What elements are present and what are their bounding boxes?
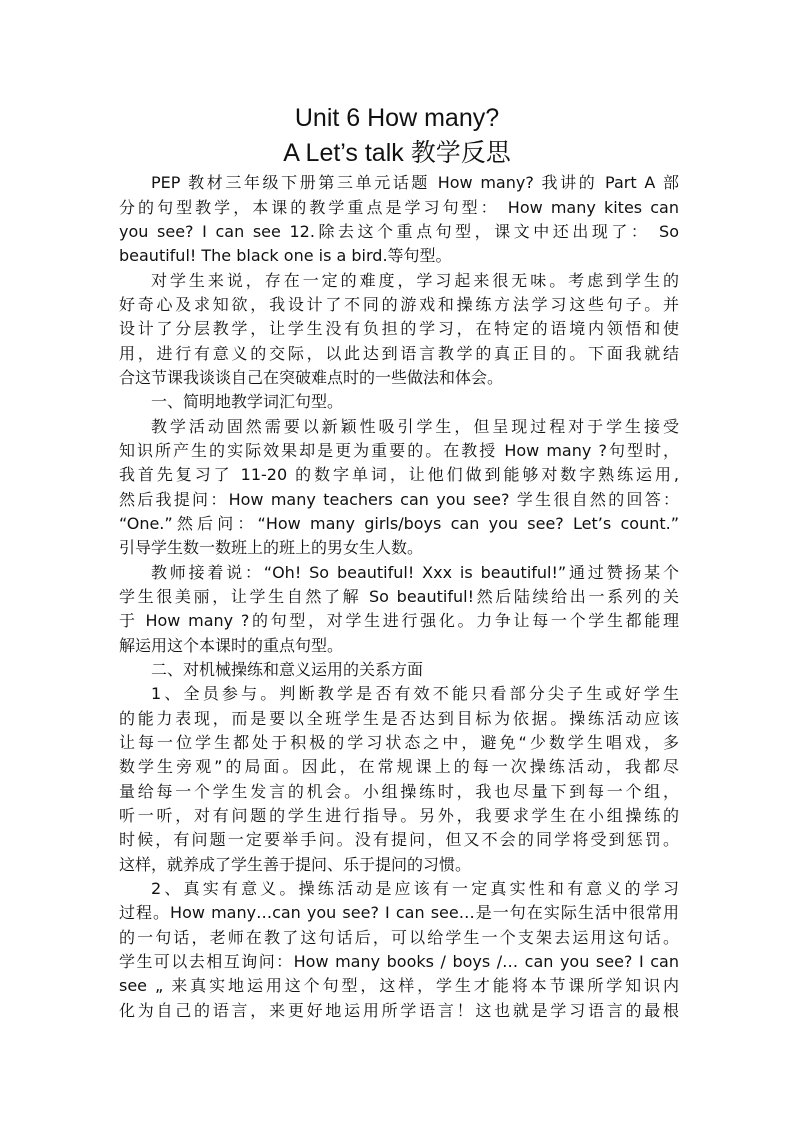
paragraph-line: 这样，就养成了学生善于提问、乐于提问的习惯。: [119, 855, 472, 874]
paragraph-line: “One.”然后问：“How many girls/boys can you see? Let’s count.”: [119, 514, 679, 533]
paragraph-line: 引导学生数一数班上的班上的男女生人数。: [119, 538, 424, 557]
paragraph-line: 知识所产生的实际效果却是更为重要的。在教授 How many ?句型时，: [119, 441, 679, 460]
paragraph-line: 合这节课我谈谈自己在突破难点时的一些做法和体会。: [119, 368, 504, 387]
paragraph-line: 2、真实有意义。操练活动是应该有一定真实性和有意义的学习: [151, 879, 679, 898]
paragraph-line: 我首先复习了 11-20 的数字单词，让他们做到能够对数字熟练运用,: [119, 465, 679, 484]
paragraph-line: 的一句话，老师在教了这句话后，可以给学生一个支架去运用这句话。: [119, 928, 679, 947]
paragraph-line: see „ 来真实地运用这个句型，这样，学生才能将本节课所学知识内: [119, 976, 679, 995]
paragraph-line: PEP 教材三年级下册第三单元话题 How many? 我讲的 Part A 部: [151, 173, 679, 192]
document-subtitle: A Let’s talk 教学反思: [283, 139, 511, 167]
paragraph-line: 分的句型教学，本课的教学重点是学习句型： How many kites can: [119, 198, 679, 217]
paragraph-line: 时候，有问题一定要举手问。没有提问，但又不会的同学将受到惩罚。: [119, 830, 679, 849]
paragraph-line: 教学活动固然需要以新颖性吸引学生，但呈现过程对于学生接受: [151, 417, 679, 436]
paragraph-line: 于 How many ?的句型，对学生进行强化。力争让每一个学生都能理: [119, 611, 679, 630]
paragraph-line: 用，进行有意义的交际，以此达到语言教学的真正目的。下面我就结: [119, 344, 679, 363]
paragraph-line: 让每一位学生都处于积极的学习状态之中，避免“少数学生唱戏，多: [119, 733, 679, 752]
paragraph-line: 设计了分层教学，让学生没有负担的学习，在特定的语境内领悟和使: [119, 319, 679, 338]
paragraph-line: beautiful! The black one is a bird.等句型。: [119, 246, 452, 265]
paragraph-line: 然后我提问：How many teachers can you see? 学生很自然的回答：: [119, 490, 679, 509]
paragraph-line: 解运用这个本课时的重点句型。: [119, 636, 344, 655]
paragraph-line: 化为自己的语言，来更好地运用所学语言！这也就是学习语言的最根: [119, 1001, 679, 1020]
paragraph-line: 量给每一个学生发言的机会。小组操练时，我也尽量下到每一个组，: [119, 782, 679, 801]
paragraph-line: 学生很美丽，让学生自然了解 So beautiful!然后陆续给出一系列的关: [119, 587, 679, 606]
paragraph-line: 对学生来说，存在一定的难度，学习起来很无味。考虑到学生的: [151, 271, 679, 290]
paragraph-line: 听一听，对有问题的学生进行指导。另外，我要求学生在小组操练的: [119, 806, 679, 825]
paragraph-line: 的能力表现，而是要以全班学生是否达到目标为依据。操练活动应该: [119, 709, 679, 728]
document-title: Unit 6 How many?: [294, 104, 500, 132]
section-heading: 一、简明地教学词汇句型。: [151, 392, 344, 411]
paragraph-line: 数学生旁观”的局面。因此，在常规课上的每一次操练活动，我都尽: [119, 757, 679, 776]
paragraph-line: 过程。How many…can you see? I can see…是一句在实际生活中很常用: [119, 903, 679, 922]
paragraph-line: 学生可以去相互询问：How many books / boys /… can you see? I can: [119, 952, 679, 971]
paragraph-line: 教师接着说：“Oh! So beautiful! Xxx is beautiful!”通过赞扬某个: [151, 563, 679, 582]
section-heading: 二、对机械操练和意义运用的关系方面: [151, 660, 424, 679]
paragraph-line: you see? I can see 12.除去这个重点句型，课文中还出现了： So: [119, 222, 679, 241]
paragraph-line: 1、全员参与。判断教学是否有效不能只看部分尖子生或好学生: [151, 684, 679, 703]
paragraph-line: 好奇心及求知欲，我设计了不同的游戏和操练方法学习这些句子。并: [119, 295, 679, 314]
